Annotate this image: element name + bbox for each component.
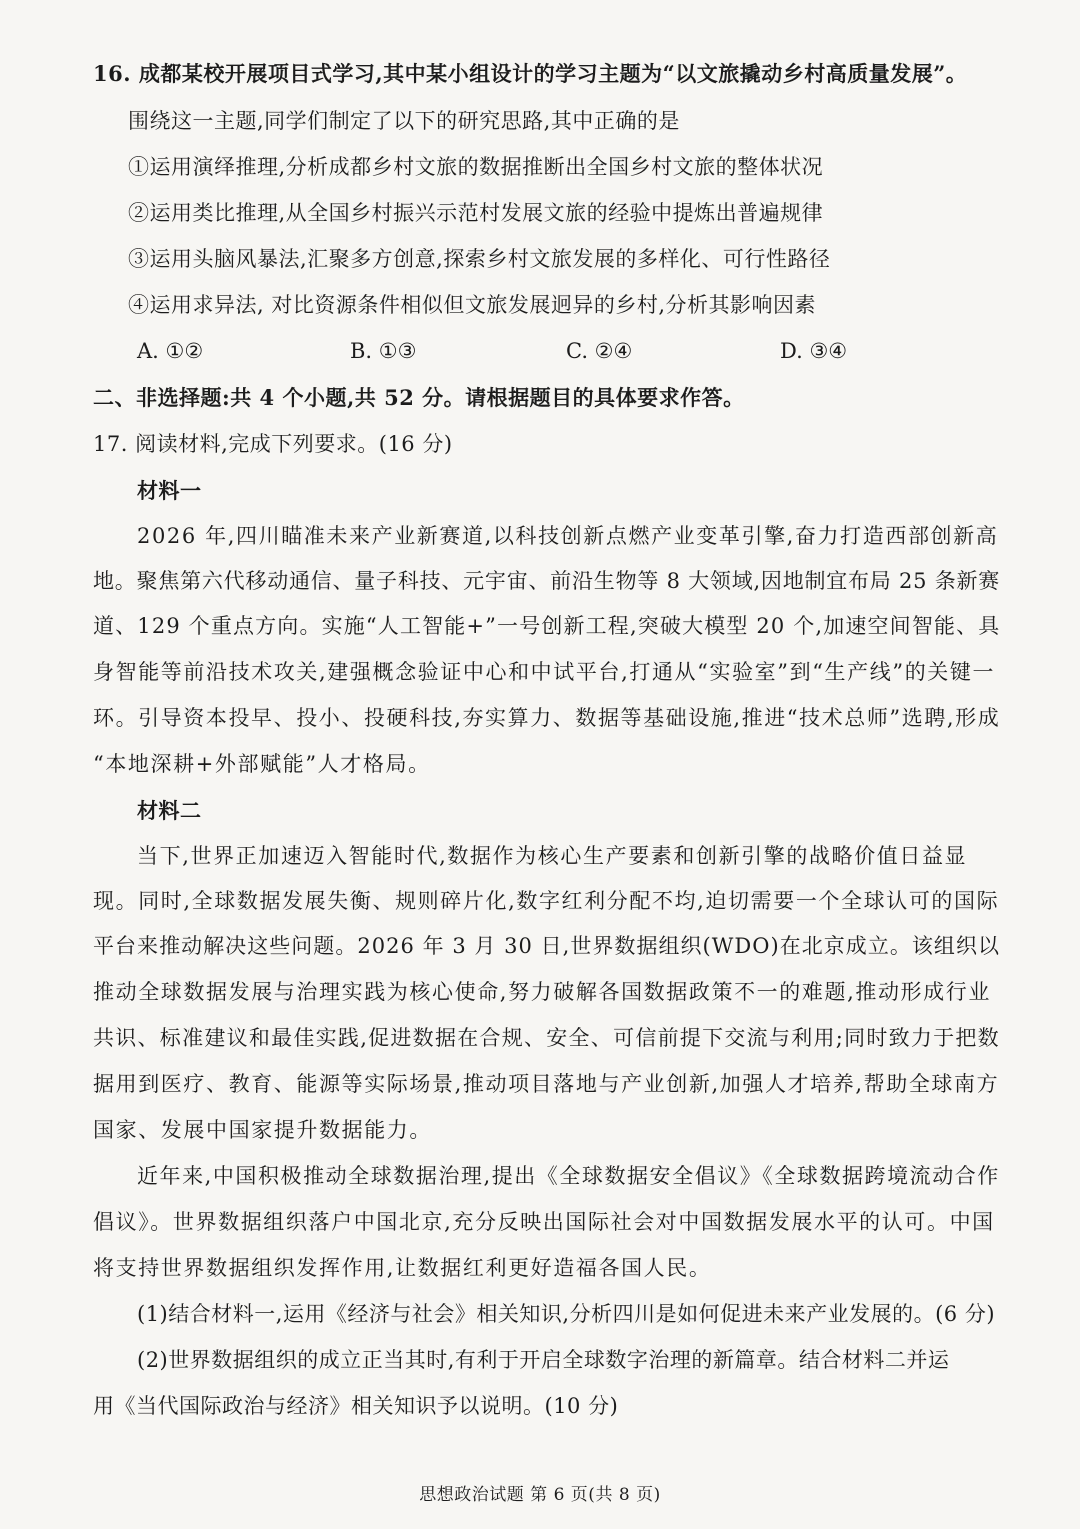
q16-option-d: D. ③④ [780,339,848,363]
material2-line-2: 现。同时,全球数据发展失衡、规则碎片化,数字红利分配不均,迫切需要一个全球认可的国际 [93,889,1000,913]
material2-title: 材料二 [137,798,202,823]
material2-line-6: 据用到医疗、教育、能源等实际场景,推动项目落地与产业创新,加强人才培养,帮助全球南方 [93,1072,1000,1096]
material2-line-7: 国家、发展中国家提升数据能力。 [93,1118,432,1142]
q16-option-c: C. ②④ [566,339,633,363]
material1-title: 材料一 [137,478,202,503]
material1-line-5: 环。引导资本投早、投小、投硬科技,夯实算力、数据等基础设施,推进“技术总师”选聘,形成 [93,706,1001,730]
material2-line-9: 倡议》。世界数据组织落户中国北京,充分反映出国际社会对中国数据发展水平的认可。中国 [93,1210,995,1234]
q17-question-1: (1)结合材料一,运用《经济与社会》相关知识,分析四川是如何促进未来产业发展的。(6 分) [137,1302,996,1326]
material1-line-1: 2026 年,四川瞄准未来产业新赛道,以科技创新点燃产业变革引擎,奋力打造西部创新高 [137,524,999,548]
q16-statement-4: ④运用求异法, 对比资源条件相似但文旅发展迥异的乡村,分析其影响因素 [128,293,817,317]
material2-line-4: 推动全球数据发展与治理实践为核心使命,努力破解各国数据政策不一的难题,推动形成行业 [93,980,991,1004]
q16-statement-3: ③运用头脑风暴法,汇聚多方创意,探索乡村文旅发展的多样化、可行性路径 [128,247,831,271]
material1-line-4: 身智能等前沿技术攻关,建强概念验证中心和中试平台,打通从“实验室”到“生产线”的关键一 [93,660,996,684]
q17-question-2-line1: (2)世界数据组织的成立正当其时,有利于开启全球数字治理的新篇章。结合材料二并运 [137,1348,950,1372]
q17-question-2-line2: 用《当代国际政治与经济》相关知识予以说明。(10 分) [93,1394,619,1418]
q17-stem: 17. 阅读材料,完成下列要求。(16 分) [93,432,453,456]
material1-line-2: 地。聚焦第六代移动通信、量子科技、元宇宙、前沿生物等 8 大领域,因地制宜布局 25 条新赛 [93,569,1001,593]
q16-stem-line2: 围绕这一主题,同学们制定了以下的研究思路,其中正确的是 [128,109,680,133]
material2-line-5: 共识、标准建议和最佳实践,促进数据在合规、安全、可信前提下交流与利用;同时致力于把数 [93,1026,1000,1050]
page-footer: 思想政治试题 第 6 页(共 8 页) [419,1485,661,1505]
section2-heading: 二、非选择题:共 4 个小题,共 52 分。请根据题目的具体要求作答。 [93,385,745,410]
q16-stem-line1: 16. 成都某校开展项目式学习,其中某小组设计的学习主题为“以文旅撬动乡村高质量发展”。 [93,61,968,86]
q16-option-a: A. ①② [137,339,204,363]
q16-option-b: B. ①③ [350,339,417,363]
material1-line-3: 道、129 个重点方向。实施“人工智能+”一号创新工程,突破大模型 20 个,加速空间智能、具 [93,614,1001,638]
q16-statement-2: ②运用类比推理,从全国乡村振兴示范村发展文旅的经验中提炼出普遍规律 [128,201,824,225]
material1-line-6: “本地深耕+外部赋能”人才格局。 [93,752,431,776]
material2-line-8: 近年来,中国积极推动全球数据治理,提出《全球数据安全倡议》《全球数据跨境流动合作 [137,1164,1000,1188]
material2-line-1: 当下,世界正加速迈入智能时代,数据作为核心生产要素和创新引擎的战略价值日益显 [137,844,968,868]
material2-line-3: 平台来推动解决这些问题。2026 年 3 月 30 日,世界数据组织(WDO)在北京成立。该组织以 [93,934,1000,958]
material2-line-10: 将支持世界数据组织发挥作用,让数据红利更好造福各国人民。 [93,1256,712,1280]
q16-statement-1: ①运用演绎推理,分析成都乡村文旅的数据推断出全国乡村文旅的整体状况 [128,155,824,179]
